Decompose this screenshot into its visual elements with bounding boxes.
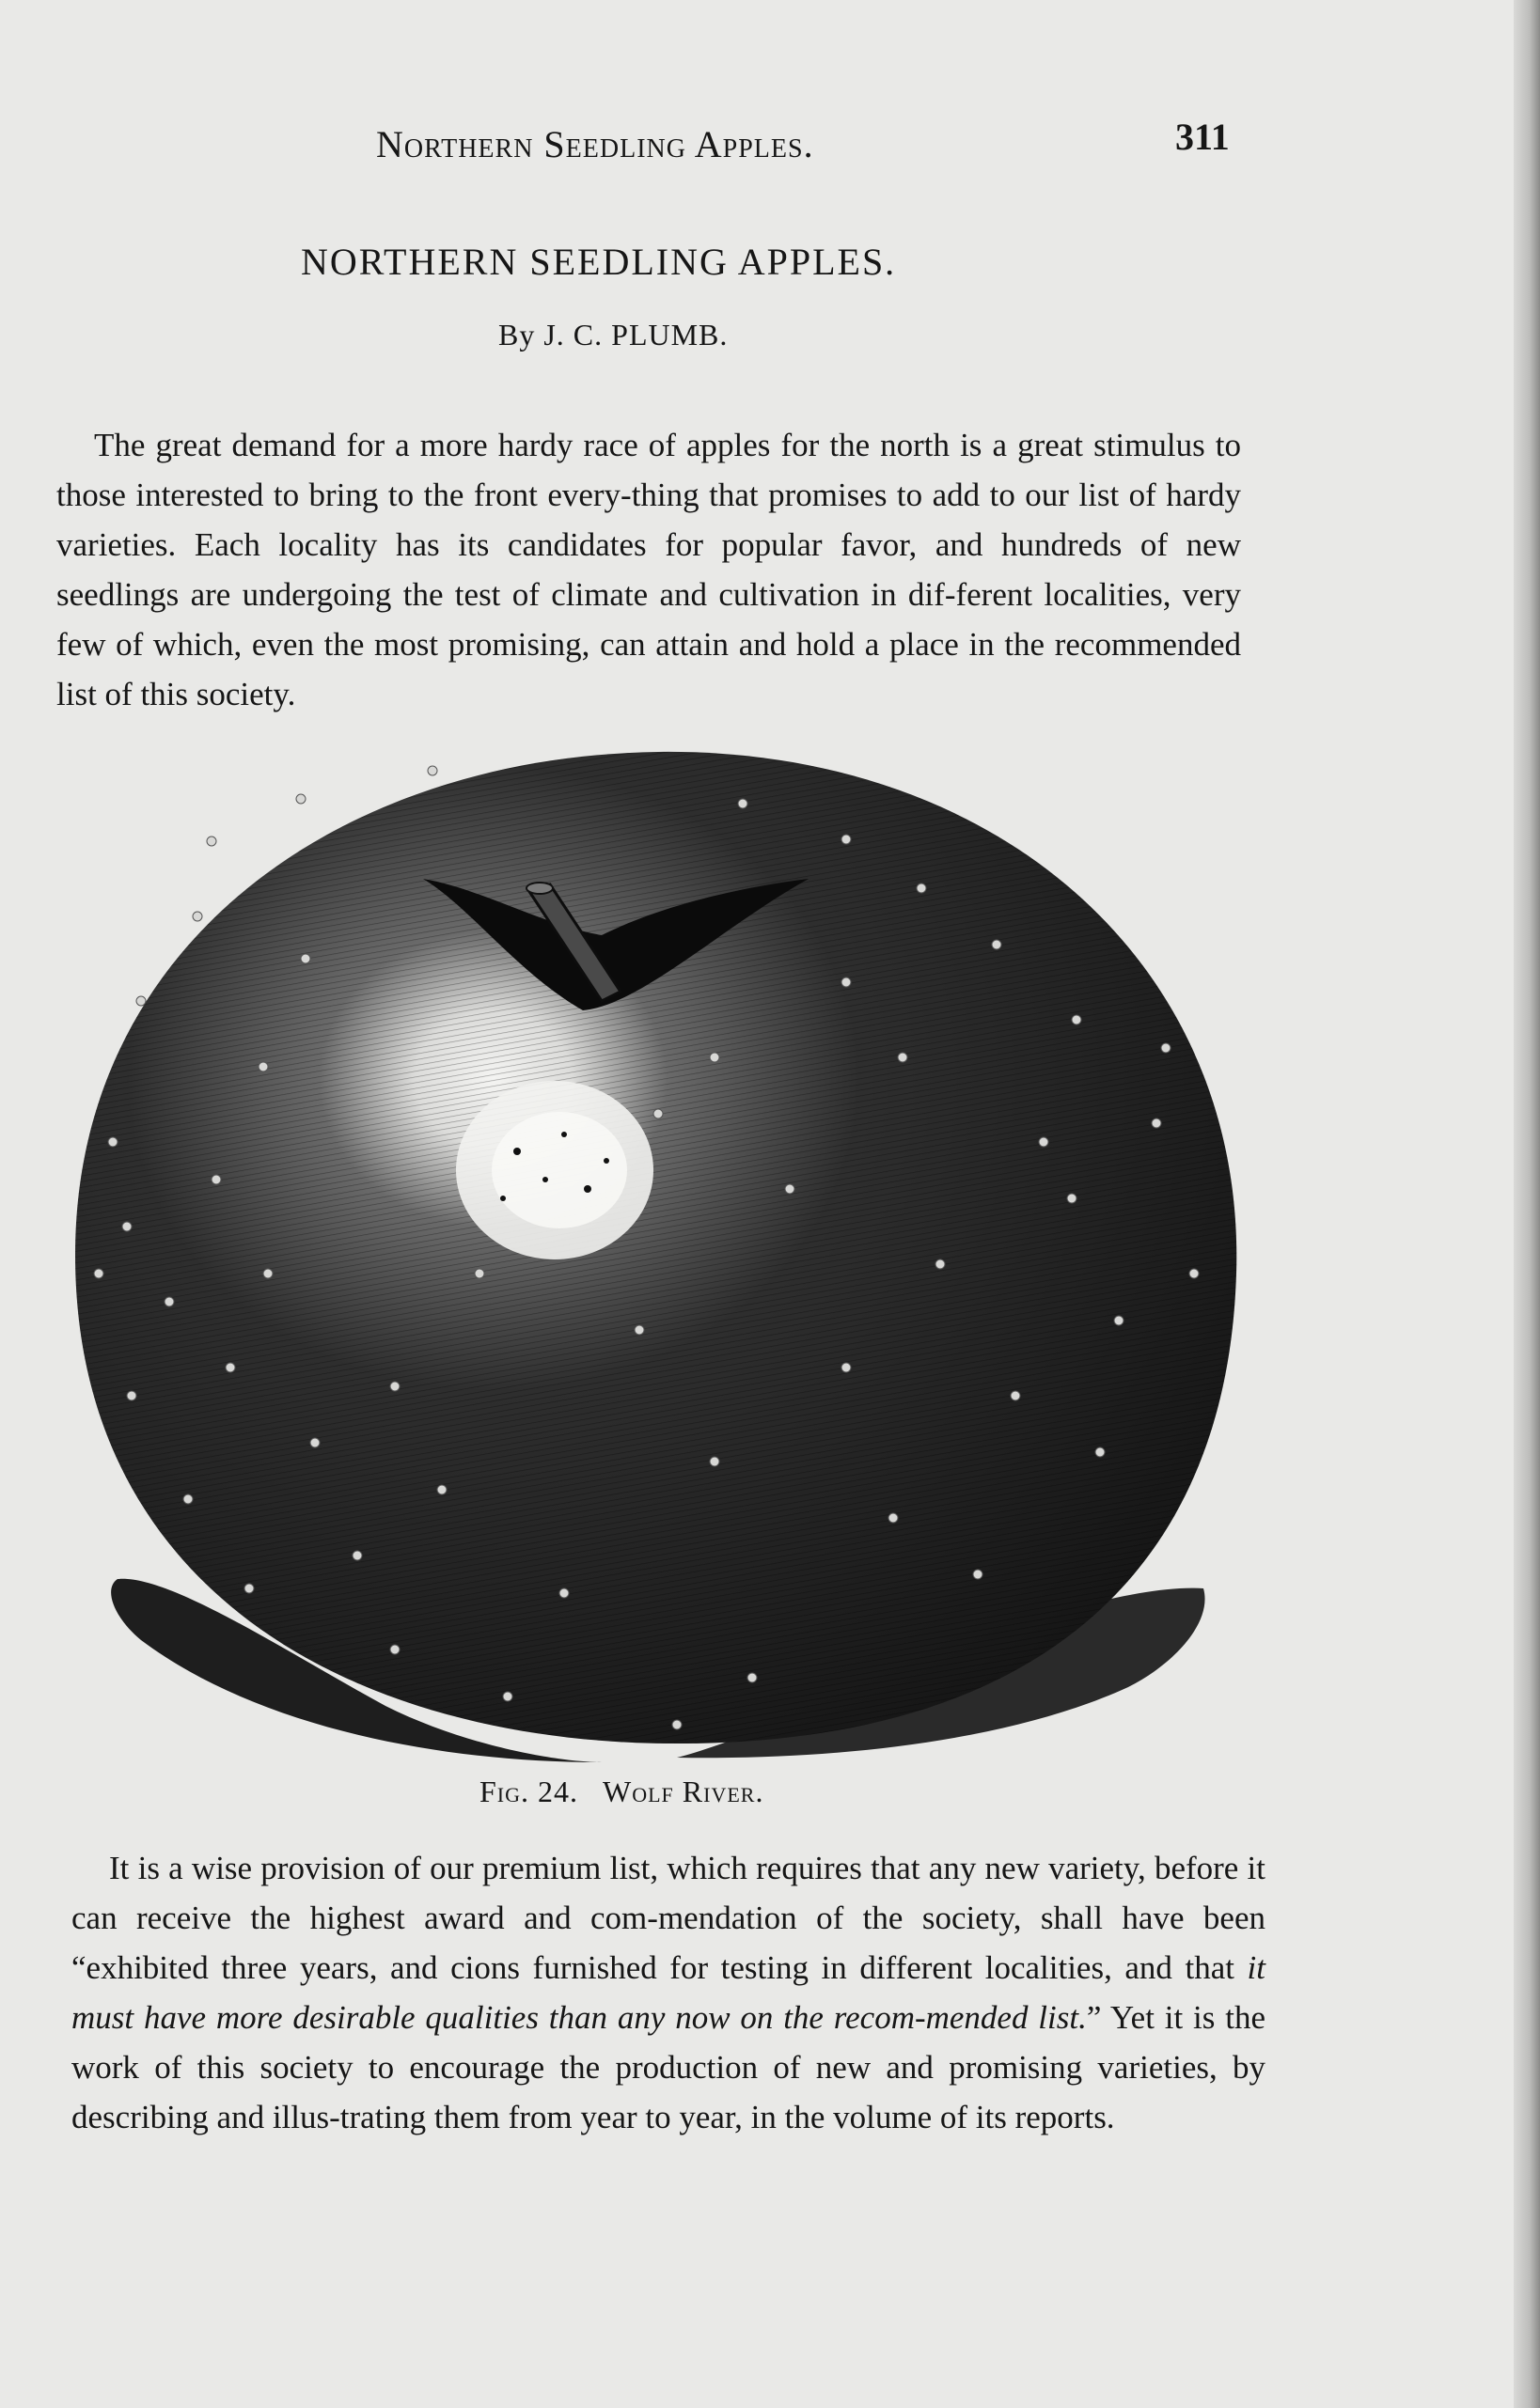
byline: By J. C. PLUMB. — [498, 318, 729, 352]
paragraph-premium-list — [71, 1843, 1265, 2142]
apple-illustration — [75, 747, 1241, 1762]
paragraph-2-text-b: ” Yet it is the work of this society to encourage the production of new and promising varieties, by describing and illus-trating them from year to year, in the volume of its reports. — [71, 1999, 1265, 2135]
page-number: 311 — [1175, 116, 1230, 158]
page-edge-shadow — [1514, 0, 1540, 2408]
paragraph-2-text-a: It is a wise provision of our premium list, which requires that any new variety, before it can receive the highest award and com-mendation of the society, shall have been “exhibited three years, and cions furnished for testing in different localities, and that — [71, 1850, 1265, 1986]
running-head: Northern Seedling Apples. — [376, 123, 814, 165]
paragraph-2-italic-quote: it must have more desirable qualities than any now on the recom-mended list. — [71, 1949, 1265, 2036]
figure-caption — [479, 1775, 763, 1809]
figure-label: Fig. 24. — [479, 1775, 579, 1808]
figure-name: Wolf River. — [603, 1775, 764, 1808]
article-title: NORTHERN SEEDLING APPLES. — [301, 241, 897, 283]
paragraph-intro: The great demand for a more hardy race of apples for the north is a great stimulus to those interested to bring to the front every-thing that promises to add to our list of hardy varieties. Each locality has its candidates for popular favor, and hundreds of new seedlings are undergoing the test of climate and cultivation in dif-ferent localities, very few of which, even the most promising, can attain and hold a place in the recommended list of this society. — [56, 427, 1241, 712]
